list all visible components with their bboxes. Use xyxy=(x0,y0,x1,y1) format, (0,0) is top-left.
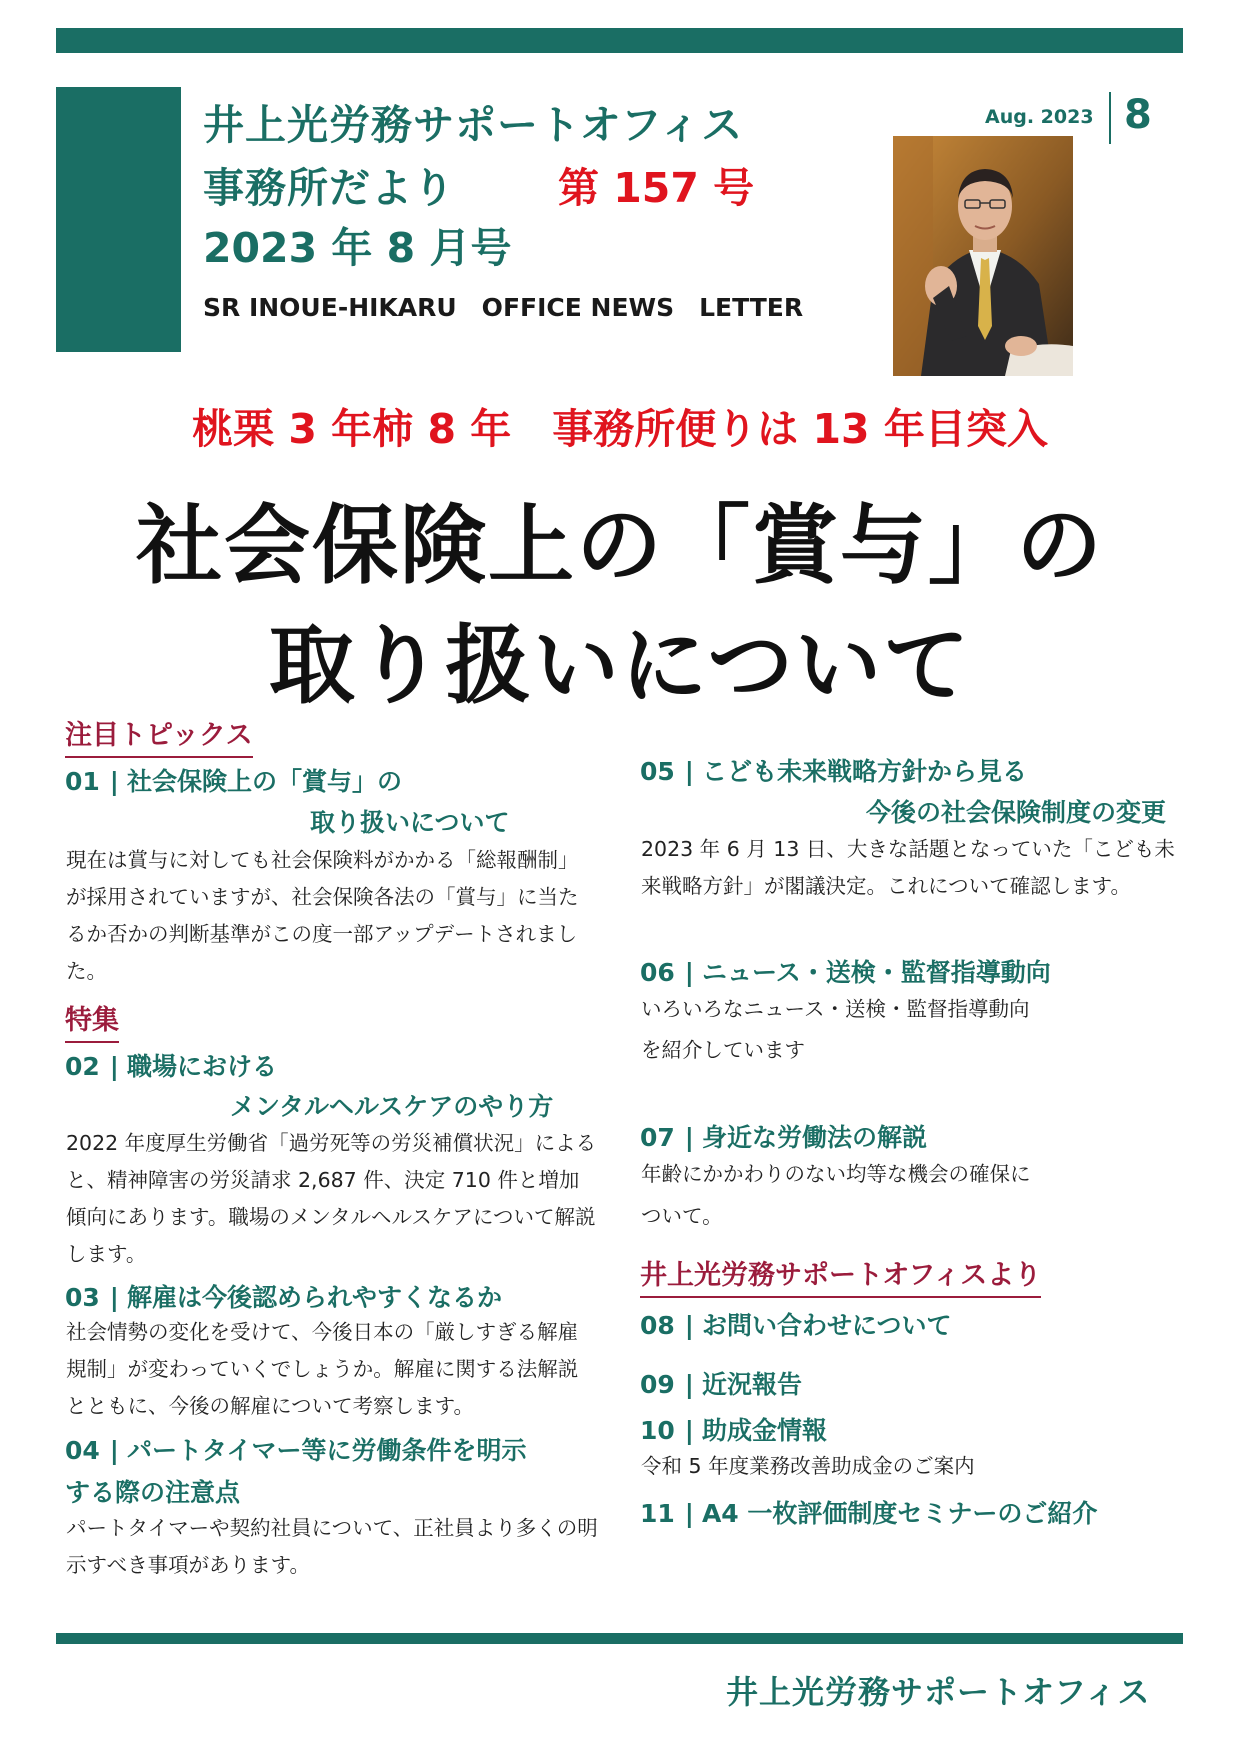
bottom-accent-bar xyxy=(56,1633,1183,1644)
date-label: Aug. 2023 xyxy=(985,106,1094,128)
main-headline-line2: 取り扱いについて xyxy=(268,616,972,716)
portrait-photo xyxy=(893,136,1073,376)
footer-office-name: 井上光労務サポートオフィス xyxy=(726,1673,1151,1711)
item-03-description: 社会情勢の変化を受けて、今後日本の「厳しすぎる解雇規制」が変わっていくでしょうか。解雇に関する法解説とともに、今後の解雇について考察します。 xyxy=(66,1320,579,1418)
office-title: 井上光労務サポートオフィス xyxy=(203,101,744,149)
item-09-title: 09 | 近況報告 xyxy=(640,1370,802,1399)
item-03-title: 03 | 解雇は今後認められやすくなるか xyxy=(65,1283,502,1312)
item-04-title: 04 | パートタイマー等に労働条件を明示 xyxy=(65,1436,527,1465)
item-08-title: 08 | お問い合わせについて xyxy=(640,1311,952,1340)
newsletter-label: 事務所だより xyxy=(203,164,455,212)
item-02-title: 02 | 職場における xyxy=(65,1052,277,1081)
item-06-description-line1: いろいろなニュース・送検・監督指導動向 xyxy=(641,997,1030,1021)
item-05-description: 2023 年 6 月 13 日、大きな話題となっていた「こども未来戦略方針」が閣議決定。これについて確認します。 xyxy=(641,837,1175,898)
section-special-feature: 特集 xyxy=(65,998,119,1043)
item-07-description-line2: ついて。 xyxy=(641,1204,723,1228)
item-11-title: 11 | A4 一枚評価制度セミナーのご紹介 xyxy=(640,1499,1098,1528)
section-featured-topics: 注目トピックス xyxy=(65,713,253,758)
item-05-title-cont: 今後の社会保険制度の変更 xyxy=(866,798,1167,827)
date-divider xyxy=(1109,92,1111,144)
item-02-description: 2022 年度厚生労働省「過労死等の労災補償状況」によると、精神障害の労災請求 2,687 件、決定 710 件と増加傾向にあります。職場のメンタルヘルスケアについて解説します。 xyxy=(66,1131,597,1266)
item-01-description: 現在は賞与に対しても社会保険料がかかる「総報酬制」が採用されていますが、社会保険各法の「賞与」に当たるか否かの判断基準がこの度一部アップデートされました。 xyxy=(66,848,579,983)
item-10-title: 10 | 助成金情報 xyxy=(640,1416,827,1445)
section-from-office: 井上光労務サポートオフィスより xyxy=(640,1253,1041,1298)
item-05-title: 05 | こども未来戦略方針から見る xyxy=(640,757,1027,786)
item-06-description-line2: を紹介しています xyxy=(641,1038,805,1062)
tagline: 桃栗 3 年柿 8 年 事務所便りは 13 年目突入 xyxy=(192,405,1048,453)
page-number: 8 xyxy=(1124,92,1152,138)
item-01-title: 01 | 社会保険上の「賞与」の xyxy=(65,767,402,796)
issue-month: 2023 年 8 月号 xyxy=(203,224,512,272)
english-title: SR INOUE-HIKARU OFFICE NEWS LETTER xyxy=(203,293,804,322)
item-07-title: 07 | 身近な労働法の解説 xyxy=(640,1123,927,1152)
item-06-title: 06 | ニュース・送検・監督指導動向 xyxy=(640,958,1051,987)
main-headline-line1: 社会保険上の「賞与」の xyxy=(136,496,1104,596)
top-accent-bar xyxy=(56,28,1183,53)
item-04-description: パートタイマーや契約社員について、正社員より多くの明示すべき事項があります。 xyxy=(66,1516,598,1577)
issue-number: 第 157 号 xyxy=(558,164,755,212)
header-side-block xyxy=(56,87,181,352)
item-10-description: 令和 5 年度業務改善助成金のご案内 xyxy=(641,1454,975,1478)
item-01-title-cont: 取り扱いについて xyxy=(310,808,510,837)
item-04-title-cont: する際の注意点 xyxy=(65,1478,241,1507)
item-07-description-line1: 年齢にかかわりのない均等な機会の確保に xyxy=(641,1162,1031,1186)
item-02-title-cont: メンタルヘルスケアのやり方 xyxy=(230,1092,554,1121)
